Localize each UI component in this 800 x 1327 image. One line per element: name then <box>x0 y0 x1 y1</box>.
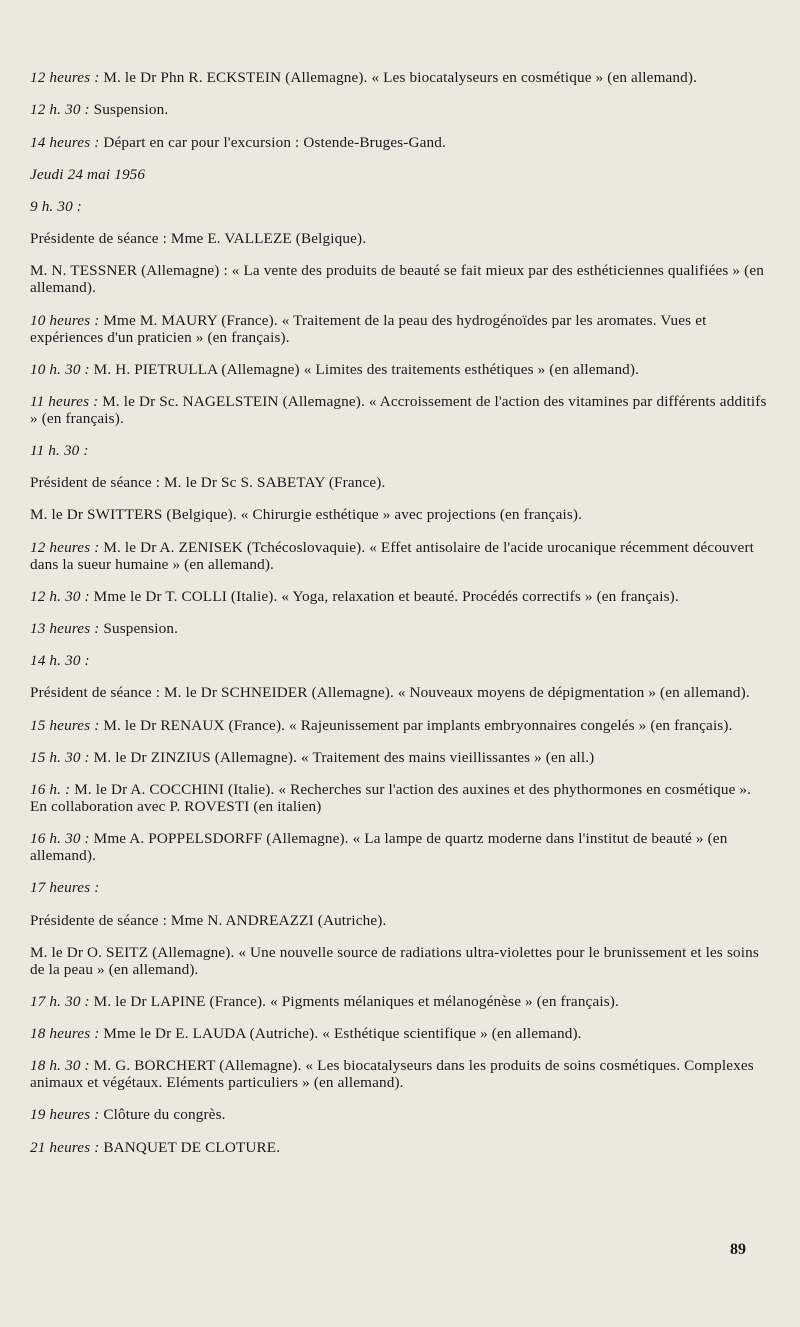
entry-time: 17 h. 30 : <box>30 992 90 1010</box>
program-entry <box>30 230 770 247</box>
entry-text: Mme A. POPPELSDORFF (Allemagne). « La lampe de quartz moderne dans l'institut de beauté » (en allemand). <box>30 830 728 865</box>
program-entry <box>30 879 770 896</box>
program-entry <box>30 830 770 864</box>
program-entry <box>30 166 770 183</box>
program-entry <box>30 944 770 978</box>
entry-time: 12 heures : <box>30 69 100 87</box>
program-entry <box>30 361 770 378</box>
program-entry <box>30 993 770 1010</box>
entry-text: Présidente de séance : Mme N. ANDREAZZI (Autriche). <box>30 911 387 929</box>
program-entry <box>30 652 770 669</box>
entry-time: 18 heures : <box>30 1025 100 1043</box>
program-entry <box>30 749 770 766</box>
entry-text: Mme le Dr E. LAUDA (Autriche). « Esthétique scientifique » (en allemand). <box>99 1025 582 1043</box>
entry-time: 9 h. 30 : <box>30 197 82 215</box>
program-entry <box>30 262 770 296</box>
program-entry <box>30 717 770 734</box>
entry-time: 19 heures : <box>30 1106 100 1124</box>
entry-time: 11 heures : <box>30 392 99 410</box>
entry-time: Jeudi 24 mai 1956 <box>30 165 146 183</box>
entry-text: M. N. TESSNER (Allemagne) : « La vente des produits de beauté se fait mieux par des esthéticiennes qualifiées » (en allemand). <box>30 262 764 297</box>
program-entry <box>30 1057 770 1091</box>
entry-time: 18 h. 30 : <box>30 1057 90 1075</box>
page-number: 89 <box>730 1241 746 1258</box>
program-entry <box>30 620 770 637</box>
program-entry <box>30 588 770 605</box>
entry-text: M. le Dr ZINZIUS (Allemagne). « Traitement des mains vieillissantes » (en all.) <box>89 748 595 766</box>
entry-text: M. le Dr Phn R. ECKSTEIN (Allemagne). « Les biocatalyseurs en cosmétique » (en allemand). <box>99 69 698 87</box>
entry-text: M. le Dr O. SEITZ (Allemagne). « Une nouvelle source de radiations ultra-violettes pour le brunissement et les soins de la peau » (en allemand). <box>30 943 759 978</box>
entry-time: 11 h. 30 : <box>30 442 89 460</box>
program-entry <box>30 539 770 573</box>
program-entry <box>30 134 770 151</box>
program-entry <box>30 198 770 215</box>
program-entry <box>30 781 770 815</box>
entry-time: 12 h. 30 : <box>30 101 90 119</box>
entry-time: 10 heures : <box>30 311 100 329</box>
program-entry <box>30 393 770 427</box>
program-entry <box>30 69 770 86</box>
entry-text: Mme le Dr T. COLLI (Italie). « Yoga, relaxation et beauté. Procédés correctifs » (en français). <box>89 587 679 605</box>
entry-text: Suspension. <box>89 101 169 119</box>
entry-text: M. le Dr A. ZENISEK (Tchécoslovaquie). « Effet antisolaire de l'acide urocanique récemment découvert dans la sueur humaine » (en allemand). <box>30 538 755 573</box>
program-entry <box>30 442 770 459</box>
entry-time: 14 heures : <box>30 133 100 151</box>
entry-time: 12 heures : <box>30 538 100 556</box>
program-entry <box>30 1025 770 1042</box>
entry-text: M. G. BORCHERT (Allemagne). « Les biocatalyseurs dans les produits de soins cosmétiques. Complexes animaux et végétaux. Eléments particuliers » (en allemand). <box>30 1057 754 1092</box>
entry-text: Président de séance : M. le Dr SCHNEIDER (Allemagne). « Nouveaux moyens de dépigmentation » (en allemand). <box>30 684 750 702</box>
entry-time: 10 h. 30 : <box>30 360 90 378</box>
entry-time: 13 heures : <box>30 620 100 637</box>
entry-text: Mme M. MAURY (France). « Traitement de la peau des hydrogénoïdes par les aromates. Vues et expériences d'un praticien » (en français). <box>30 311 707 346</box>
entry-time: 16 h. : <box>30 780 71 798</box>
entry-text: Clôture du congrès. <box>99 1106 226 1124</box>
program-entry <box>30 506 770 523</box>
entry-text: M. le Dr SWITTERS (Belgique). « Chirurgie esthétique » avec projections (en français). <box>30 506 583 524</box>
entry-text: Président de séance : M. le Dr Sc S. SABETAY (France). <box>30 474 386 492</box>
entry-text: M. H. PIETRULLA (Allemagne) « Limites des traitements esthétiques » (en allemand). <box>89 360 640 378</box>
program-list <box>30 54 770 1161</box>
entry-text: M. le Dr LAPINE (France). « Pigments mélaniques et mélanogénèse » (en français). <box>89 992 619 1010</box>
program-entry <box>30 1139 770 1156</box>
entry-text: BANQUET DE CLOTURE. <box>99 1138 281 1156</box>
program-entry <box>30 1106 770 1123</box>
program-entry <box>30 101 770 118</box>
entry-time: 12 h. 30 : <box>30 587 90 605</box>
program-entry <box>30 912 770 929</box>
program-entry <box>30 312 770 346</box>
entry-text: Suspension. <box>99 620 179 637</box>
entry-time: 17 heures : <box>30 879 100 897</box>
entry-text: M. le Dr A. COCCHINI (Italie). « Recherches sur l'action des auxines et des phythormones en cosmétique ». En collaboration avec P. ROVESTI (en italien) <box>30 780 752 815</box>
entry-time: 21 heures : <box>30 1138 100 1156</box>
entry-time: 16 h. 30 : <box>30 830 90 848</box>
entry-text: M. le Dr RENAUX (France). « Rajeunissement par implants embryonnaires congelés » (en français). <box>99 716 733 734</box>
entry-text: Présidente de séance : Mme E. VALLEZE (Belgique). <box>30 230 367 248</box>
entry-time: 15 h. 30 : <box>30 748 90 766</box>
program-entry <box>30 474 770 491</box>
entry-time: 15 heures : <box>30 716 100 734</box>
program-entry <box>30 684 770 701</box>
entry-time: 14 h. 30 : <box>30 652 90 670</box>
entry-text: Départ en car pour l'excursion : Ostende-Bruges-Gand. <box>99 133 446 151</box>
entry-text: M. le Dr Sc. NAGELSTEIN (Allemagne). « Accroissement de l'action des vitamines par différents additifs » (en français). <box>30 392 767 427</box>
